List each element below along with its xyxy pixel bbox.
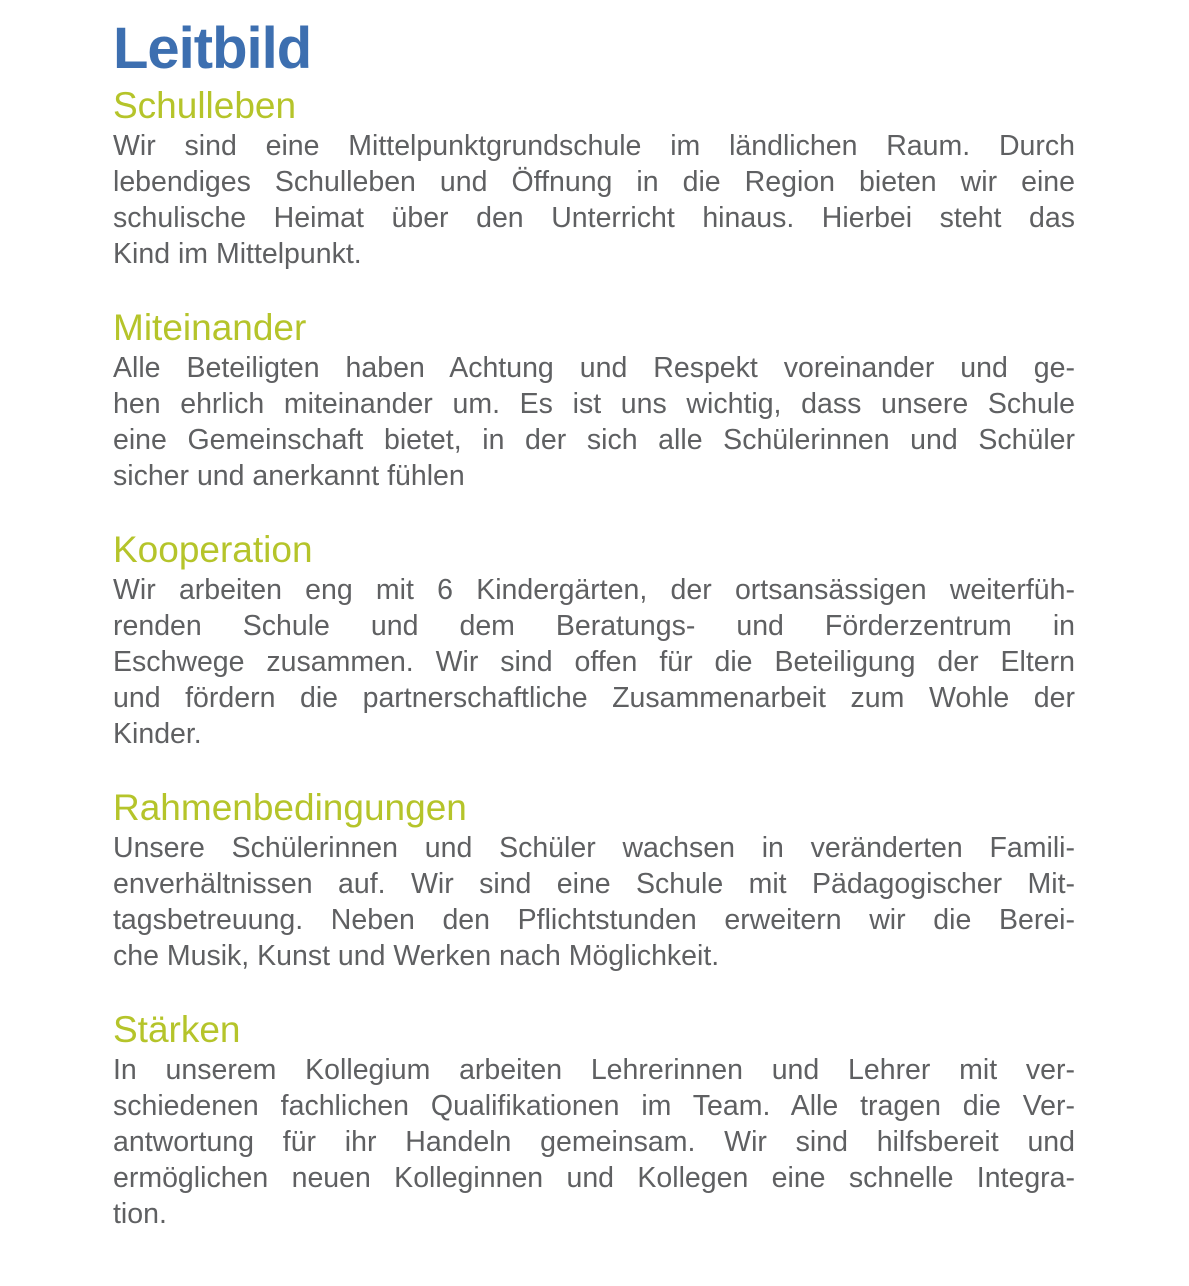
section-body: [113, 1052, 1075, 1232]
body-line: Unsere Schülerinnen und Schüler wachsen in veränderten Famili-: [113, 832, 1075, 864]
section-heading: Miteinander: [113, 307, 307, 348]
section-gap: [113, 752, 1075, 786]
body-line: lebendiges Schulleben und Öffnung in die Region bieten wir eine: [113, 166, 1075, 198]
body-line: Kind im Mittelpunkt.: [113, 238, 362, 270]
section-body: [113, 128, 1075, 272]
page-title: Leitbild: [113, 16, 312, 81]
body-line: sicher und anerkannt fühlen: [113, 460, 465, 492]
body-line: eine Gemeinschaft bietet, in der sich alle Schülerinnen und Schüler: [113, 424, 1075, 456]
section-gap: [113, 974, 1075, 1008]
body-line: Wir arbeiten eng mit 6 Kindergärten, der ortsansässigen weiterfüh-: [113, 574, 1075, 606]
section-body: [113, 830, 1075, 974]
section-heading: Stärken: [113, 1009, 241, 1050]
section-miteinander: [113, 306, 1075, 494]
body-line: schulische Heimat über den Unterricht hinaus. Hierbei steht das: [113, 202, 1075, 234]
section-heading: Rahmenbedingungen: [113, 787, 467, 828]
section-heading: Schulleben: [113, 85, 297, 126]
body-line: hen ehrlich miteinander um. Es ist uns wichtig, dass unsere Schule: [113, 388, 1075, 420]
section-body: [113, 572, 1075, 752]
section-gap: [113, 272, 1075, 306]
section-kooperation: [113, 528, 1075, 752]
section-body: [113, 350, 1075, 494]
section-heading: Kooperation: [113, 529, 313, 570]
section-staerken: [113, 1008, 1075, 1232]
body-line: und fördern die partnerschaftliche Zusammenarbeit zum Wohle der: [113, 682, 1075, 714]
body-line: tagsbetreuung. Neben den Pflichtstunden erweitern wir die Berei-: [113, 904, 1075, 936]
body-line: Alle Beteiligten haben Achtung und Respekt voreinander und ge-: [113, 352, 1075, 384]
body-line: enverhältnissen auf. Wir sind eine Schule mit Pädagogischer Mit-: [113, 868, 1075, 900]
body-line: renden Schule und dem Beratungs- und Förderzentrum in: [113, 610, 1075, 642]
section-rahmenbedingungen: [113, 786, 1075, 974]
body-line: Kinder.: [113, 718, 202, 750]
body-line: che Musik, Kunst und Werken nach Möglichkeit.: [113, 940, 720, 972]
body-line: In unserem Kollegium arbeiten Lehrerinnen und Lehrer mit ver-: [113, 1054, 1075, 1086]
section-schulleben: [113, 84, 1075, 272]
leitbild-document: [113, 14, 1075, 1232]
body-line: schiedenen fachlichen Qualifikationen im Team. Alle tragen die Ver-: [113, 1090, 1075, 1122]
body-line: ermöglichen neuen Kolleginnen und Kollegen eine schnelle Integra-: [113, 1162, 1075, 1194]
body-line: Eschwege zusammen. Wir sind offen für die Beteiligung der Eltern: [113, 646, 1075, 678]
section-gap: [113, 494, 1075, 528]
body-line: Wir sind eine Mittelpunktgrundschule im ländlichen Raum. Durch: [113, 130, 1075, 162]
body-line: tion.: [113, 1198, 167, 1230]
body-line: antwortung für ihr Handeln gemeinsam. Wir sind hilfsbereit und: [113, 1126, 1075, 1158]
